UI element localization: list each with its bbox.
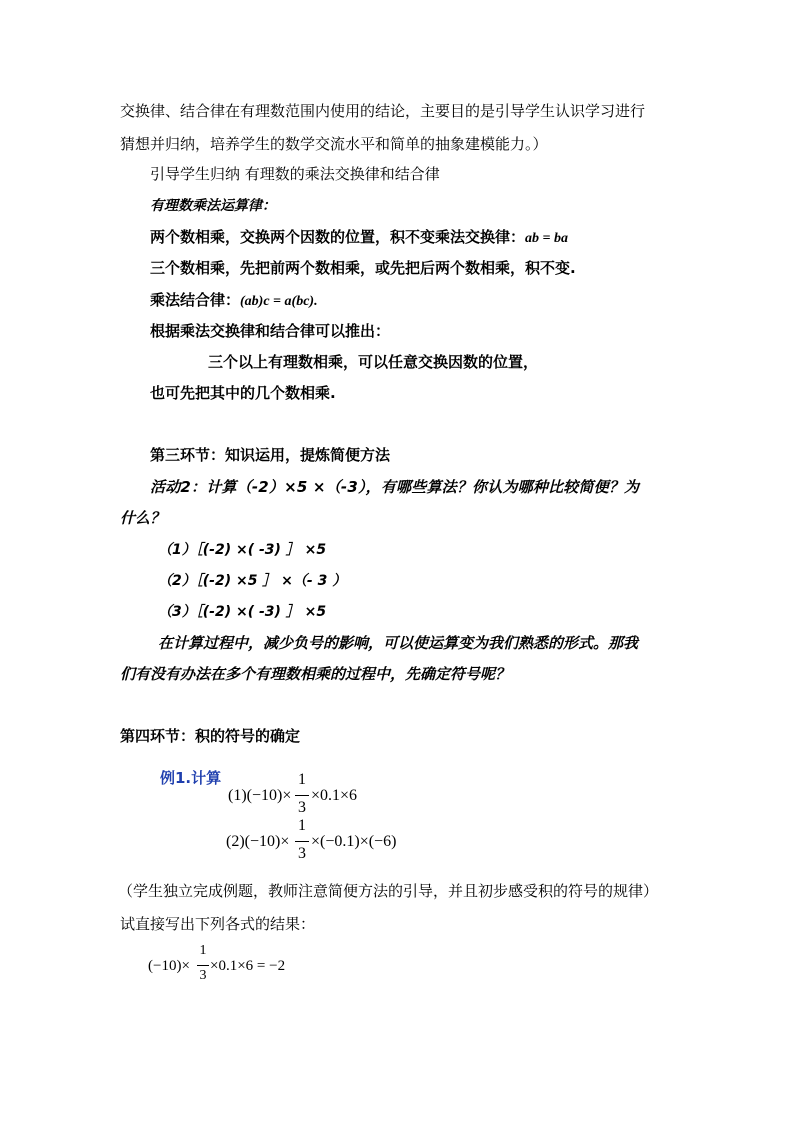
commutative-law-text: 两个数相乘，交换两个因数的位置，积不变乘法交换律：	[150, 228, 526, 246]
activity-line: 什么？	[120, 509, 166, 527]
laws-title: 有理数乘法运算律：	[150, 198, 276, 214]
paragraph-line: 交换律、结合律在有理数范围内使用的结论，主要目的是引导学生认识学习进行	[120, 102, 646, 120]
associative-formula: (ab)c = a(bc).	[240, 294, 318, 309]
derive-text: 根据乘法交换律和结合律可以推出：	[150, 322, 391, 340]
expression-1-left: (1)(−10)×	[228, 787, 292, 804]
fraction-bar	[295, 841, 309, 842]
fraction-numerator: 1	[298, 817, 306, 834]
method-item-1: （1）［(-2) ×( -3) ］ ×5	[158, 542, 327, 558]
fraction-denominator: 3	[298, 799, 306, 816]
section4-title: 第四环节：积的符号的确定	[120, 727, 301, 745]
expression-2-right: ×(−0.1)×(−6)	[311, 833, 397, 850]
fraction-denominator: 3	[298, 845, 306, 862]
commutative-formula: ab = ba	[525, 231, 568, 246]
instruction-text: 试直接写出下列各式的结果：	[120, 915, 316, 933]
three-numbers-text: 三个数相乘，先把前两个数相乘，或先把后两个数相乘，积不变.	[150, 259, 576, 277]
expression-1-right: ×0.1×6	[311, 787, 358, 804]
more-than-three-text: 三个以上有理数相乘，可以任意交换因数的位置，	[208, 353, 539, 371]
section3-title: 第三环节：知识运用，提炼简便方法	[150, 446, 391, 464]
paragraph-line: 猜想并归纳，培养学生的数学交流水平和简单的抽象建模能力。）	[120, 135, 548, 153]
note-line: 们有没有办法在多个有理数相乘的过程中，先确定符号呢？	[120, 665, 511, 683]
also-text: 也可先把其中的几个数相乘.	[150, 384, 336, 402]
associative-law-text: 乘法结合律：	[150, 291, 241, 309]
fraction-bar	[295, 795, 309, 796]
commutative-law	[150, 227, 568, 249]
method-item-3: （3）［(-2) ×( -3) ］ ×5	[158, 604, 327, 620]
associative-law	[150, 290, 318, 312]
fraction-bar	[197, 965, 209, 966]
fraction-denominator: 3	[199, 968, 207, 983]
result-left: (−10)×	[148, 958, 190, 974]
note-line: 在计算过程中，减少负号的影响，可以使运算变为我们熟悉的形式。那我	[158, 634, 639, 652]
guide-text: 引导学生归纳 有理数的乘法交换律和结合律	[150, 165, 440, 183]
fraction-numerator: 1	[199, 943, 207, 958]
example-label: 例1.计算	[160, 769, 222, 787]
expression-2-left: (2)(−10)×	[226, 833, 290, 850]
fraction-numerator: 1	[298, 771, 306, 788]
teaching-note: （学生独立完成例题，教师注意简便方法的引导，并且初步感受积的符号的规律）	[118, 882, 659, 900]
method-item-2: （2）［(-2) ×5 ］ ×（- 3 ）	[158, 573, 347, 589]
activity-line: 活动2：计算（-2）×5 ×（-3），有哪些算法？你认为哪种比较简便？为	[150, 478, 640, 496]
result-right: ×0.1×6 = −2	[210, 958, 286, 974]
